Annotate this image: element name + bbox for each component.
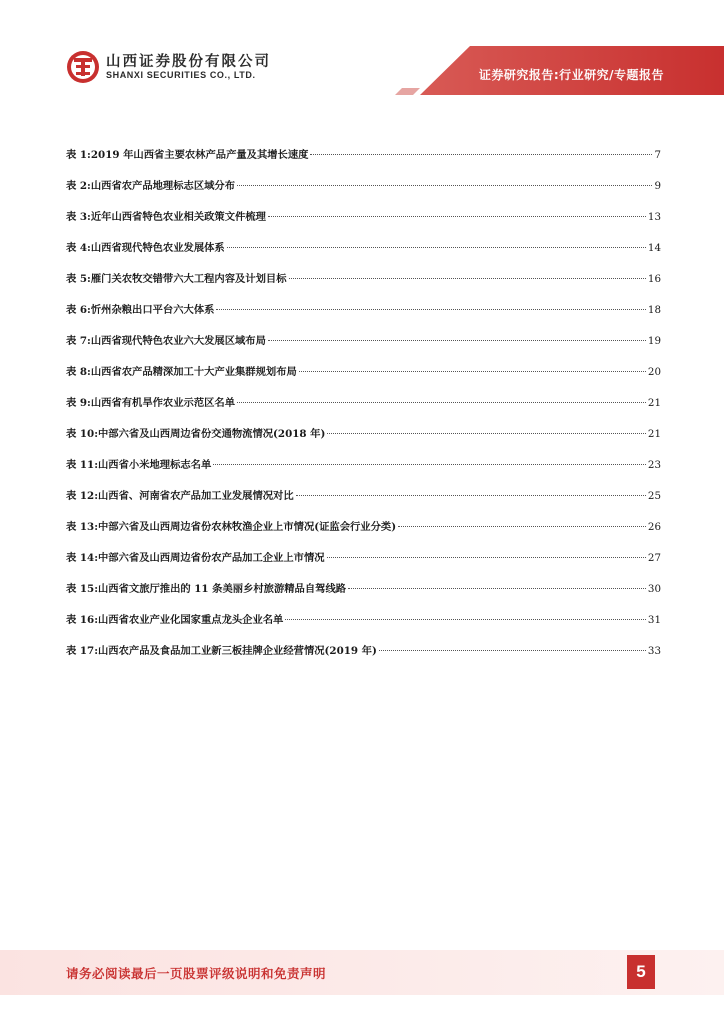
toc-leader [398, 526, 646, 527]
toc-label: 表 10: [66, 428, 99, 440]
toc-row[interactable] [66, 239, 661, 270]
toc-label: 表 9: [66, 397, 91, 409]
toc-label: 表 8: [66, 366, 91, 378]
toc-row[interactable] [66, 642, 661, 673]
toc-label: 表 3: [66, 211, 91, 223]
toc-page-number: 21 [647, 428, 661, 440]
toc-page-number: 20 [647, 366, 661, 378]
toc-title: 山西省、河南省农产品加工业发展情况对比 [98, 490, 294, 502]
toc-label: 表 6: [66, 304, 91, 316]
company-name-en: SHANXI SECURITIES CO., LTD. [106, 70, 256, 80]
toc-title: 山西农产品及食品加工业新三板挂牌企业经营情况(2019 年) [98, 645, 377, 657]
toc-page-number: 27 [647, 552, 661, 564]
toc-title: 山西省文旅厅推出的 11 条美丽乡村旅游精品自驾线路 [98, 583, 347, 595]
toc-leader [268, 340, 646, 341]
toc-title: 山西省现代特色农业六大发展区域布局 [90, 335, 266, 347]
toc-row[interactable] [66, 146, 661, 177]
toc-title: 近年山西省特色农业相关政策文件梳理 [90, 211, 266, 223]
toc-title: 山西省现代特色农业发展体系 [90, 242, 225, 254]
toc-title: 中部六省及山西周边省份农林牧渔企业上市情况(证监会行业分类) [98, 521, 397, 533]
toc-row[interactable] [66, 580, 661, 611]
toc-leader [289, 278, 646, 279]
toc-page-number: 33 [647, 645, 661, 657]
toc-leader [327, 433, 646, 434]
toc-row[interactable] [66, 425, 661, 456]
page-header [0, 0, 724, 110]
toc-leader [296, 495, 646, 496]
toc-label: 表 15: [66, 583, 99, 595]
toc-leader [227, 247, 646, 248]
table-list [66, 146, 661, 673]
toc-row[interactable] [66, 363, 661, 394]
toc-leader [216, 309, 645, 310]
toc-row[interactable] [66, 611, 661, 642]
toc-leader [285, 619, 646, 620]
toc-page-number: 9 [654, 180, 661, 192]
toc-page-number: 31 [647, 614, 661, 626]
toc-row[interactable] [66, 208, 661, 239]
toc-title: 山西省农产品精深加工十大产业集群规划布局 [90, 366, 297, 378]
toc-row[interactable] [66, 301, 661, 332]
toc-page-number: 21 [647, 397, 661, 409]
toc-leader [379, 650, 646, 651]
toc-label: 表 7: [66, 335, 91, 347]
toc-title: 中部六省及山西周边省份农产品加工企业上市情况 [98, 552, 325, 564]
toc-leader [348, 588, 646, 589]
toc-label: 表 12: [66, 490, 99, 502]
toc-title: 山西省小米地理标志名单 [98, 459, 212, 471]
disclaimer-notice: 请务必阅读最后一页股票评级说明和免责声明 [66, 966, 327, 981]
toc-page-number: 30 [647, 583, 661, 595]
toc-row[interactable] [66, 270, 661, 301]
toc-row[interactable] [66, 518, 661, 549]
toc-page-number: 13 [647, 211, 661, 223]
toc-page-number: 16 [647, 273, 661, 285]
toc-title: 中部六省及山西周边省份交通物流情况(2018 年) [98, 428, 326, 440]
toc-row[interactable] [66, 177, 661, 208]
toc-label: 表 1: [66, 149, 91, 161]
toc-row[interactable] [66, 332, 661, 363]
toc-page-number: 14 [647, 242, 661, 254]
toc-label: 表 13: [66, 521, 99, 533]
toc-leader [237, 402, 646, 403]
toc-leader [237, 185, 652, 186]
toc-title: 山西省有机旱作农业示范区名单 [90, 397, 236, 409]
toc-page-number: 7 [654, 149, 661, 161]
page-footer [0, 950, 724, 995]
toc-title: 2019 年山西省主要农林产品产量及其增长速度 [90, 149, 309, 161]
toc-page-number: 18 [647, 304, 661, 316]
company-name-cn: 山西证券股份有限公司 [106, 54, 271, 70]
toc-row[interactable] [66, 394, 661, 425]
toc-page-number: 19 [647, 335, 661, 347]
company-logo-icon [66, 50, 100, 84]
toc-page-number: 25 [647, 490, 661, 502]
toc-row[interactable] [66, 549, 661, 580]
toc-leader [299, 371, 646, 372]
toc-label: 表 17: [66, 645, 99, 657]
toc-page-number: 26 [647, 521, 661, 533]
toc-label: 表 5: [66, 273, 91, 285]
toc-row[interactable] [66, 487, 661, 518]
toc-label: 表 14: [66, 552, 99, 564]
toc-row[interactable] [66, 456, 661, 487]
toc-label: 表 16: [66, 614, 99, 626]
toc-leader [213, 464, 646, 465]
toc-page-number: 23 [647, 459, 661, 471]
report-type: 证券研究报告:行业研究/专题报告 [478, 68, 664, 82]
toc-title: 忻州杂粮出口平台六大体系 [90, 304, 215, 316]
page-number: 5 [627, 955, 655, 989]
toc-leader [310, 154, 652, 155]
toc-title: 雁门关农牧交错带六大工程内容及计划目标 [90, 273, 287, 285]
toc-label: 表 11: [66, 459, 99, 471]
toc-label: 表 2: [66, 180, 91, 192]
toc-leader [268, 216, 646, 217]
toc-label: 表 4: [66, 242, 91, 254]
toc-title: 山西省农产品地理标志区域分布 [90, 180, 236, 192]
toc-title: 山西省农业产业化国家重点龙头企业名单 [98, 614, 284, 626]
toc-leader [327, 557, 646, 558]
